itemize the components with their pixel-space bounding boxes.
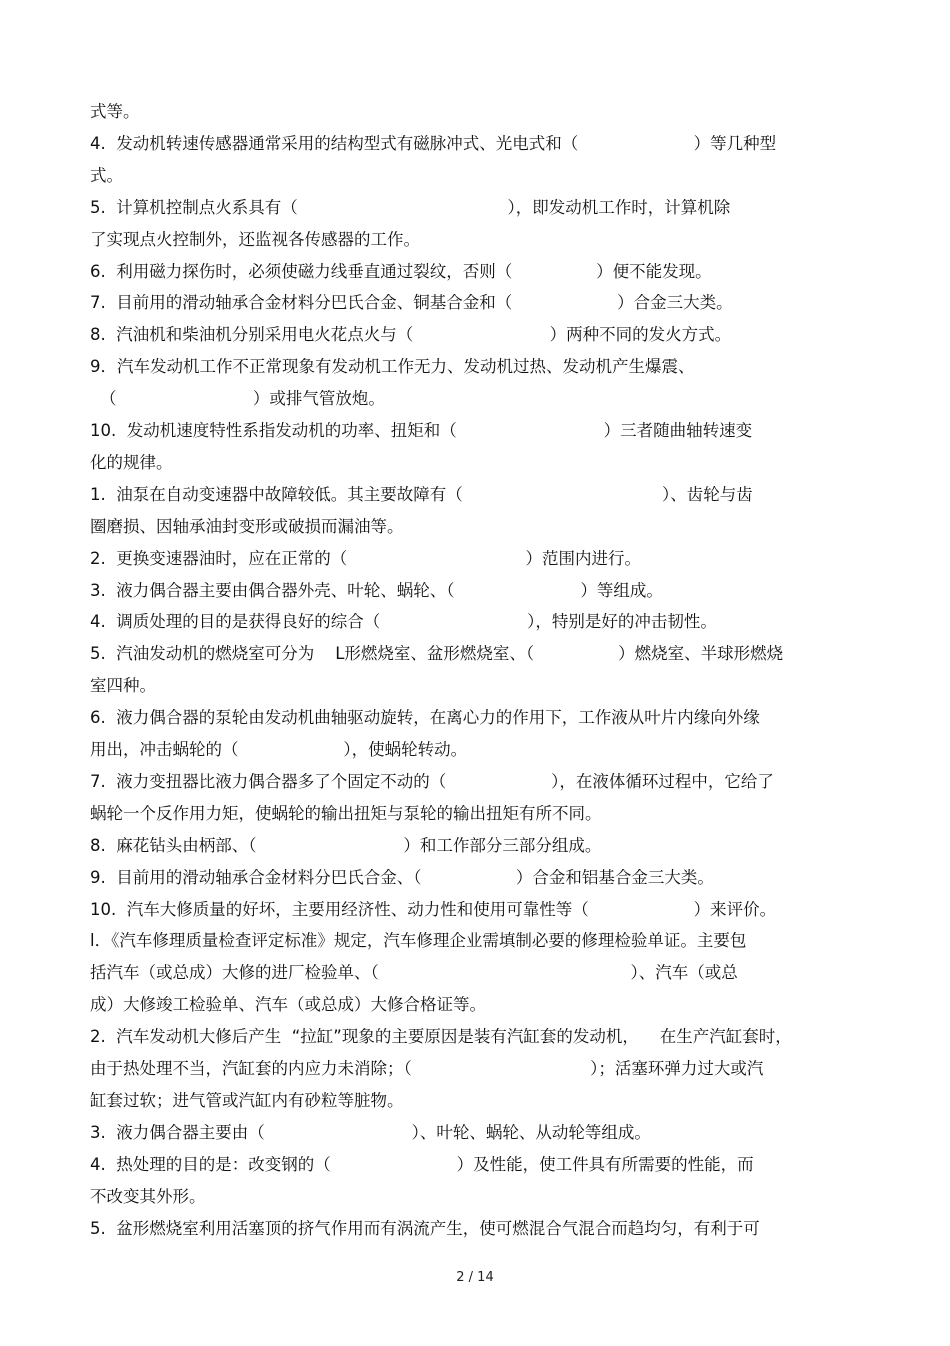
text-line: 7. 目前用的滑动轴承合金材料分巴氏合金、铜基合金和（ ）合金三大类。: [90, 293, 733, 313]
text-line: 2. 汽车发动机大修后产生 “拉缸”现象的主要原因是装有汽缸套的发动机， 在生产汽缸套时，: [90, 1027, 792, 1047]
text-line: 1. 油泵在自动变速器中故障较低。其主要故障有（ ）、齿轮与齿: [90, 484, 753, 504]
text-line: 不改变其外形。: [90, 1186, 206, 1206]
text-line: 由于热处理不当，汽缸套的内应力未消除；（ ）；活塞环弹力过大或汽: [90, 1059, 764, 1078]
text-line: 9．汽车发动机工作不正常现象有发动机工作无力、发动机过热、发动机产生爆震、: [90, 357, 695, 377]
text-line: 3. 液力偶合器主要由（ ）、叶轮、蜗轮、从动轮等组成。: [90, 1122, 651, 1142]
text-line: 4. 发动机转速传感器通常采用的结构型式有磁脉冲式、光电式和（ ）等几种型: [90, 133, 777, 153]
text-line: 式。: [90, 165, 123, 185]
text-line: 蜗轮一个反作用力矩，使蜗轮的输出扭矩与泵轮的输出扭矩有所不同。: [90, 803, 602, 823]
text-line: 9. 目前用的滑动轴承合金材料分巴氏合金、（ ）合金和铝基合金三大类。: [90, 867, 714, 887]
text-line: 5. 汽油发动机的燃烧室可分为 L形燃烧室、盆形燃烧室、（ ）燃烧室、半球形燃烧: [90, 644, 784, 664]
text-line: 10. 汽车大修质量的好坏，主要用经济性、动力性和使用可靠性等（ ）来评价。: [90, 899, 777, 919]
text-line: 圈磨损、因轴承油封变形或破损而漏油等。: [90, 516, 404, 536]
text-line: 4. 热处理的目的是：改变钢的（ ）及性能，使工件具有所需要的性能，而: [90, 1154, 754, 1174]
text-line: 化的规律。: [90, 452, 173, 472]
text-line: 缸套过软；进气管或汽缸内有砂粒等脏物。: [90, 1090, 404, 1110]
text-line: 3. 液力偶合器主要由偶合器外壳、叶轮、蜗轮、（ ）等组成。: [90, 580, 663, 600]
page-number: 2 / 14: [456, 1270, 494, 1285]
text-line: 式等。: [90, 102, 140, 121]
text-line: 8. 汽油机和柴油机分别采用电火花点火与（ ）两种不同的发火方式。: [90, 325, 732, 345]
text-line: 了实现点火控制外，还监视各传感器的工作。: [90, 229, 420, 249]
text-line: 用出，冲击蜗轮的（ ），使蜗轮转动。: [90, 740, 468, 759]
text-line: 5. 计算机控制点火系具有（ ），即发动机工作时，计算机除: [90, 197, 731, 217]
text-line: l．《汽车修理质量检查评定标准》规定，汽车修理企业需填制必要的修理检验单证。主要包: [90, 931, 747, 951]
text-line: 室四种。: [90, 676, 156, 696]
text-line: 6. 利用磁力探伤时，必须使磁力线垂直通过裂纹，否则（ ）便不能发现。: [90, 261, 712, 281]
text-line: 括汽车（或总成）大修的进厂检验单、（ ）、汽车（或总: [90, 963, 738, 983]
text-line: （ ）或排气管放炮。: [100, 389, 385, 409]
text-line: 5. 盆形燃烧室利用活塞顶的挤气作用而有涡流产生，使可燃混合气混合而趋均匀，有利于可: [90, 1218, 760, 1238]
text-line: 7. 液力变扭器比液力偶合器多了个固定不动的（ ），在液体循环过程中，它给了: [90, 771, 774, 791]
text-line: 10. 发动机速度特性系指发动机的功率、扭矩和（ ）三者随曲轴转速变: [90, 421, 753, 440]
text-line: 2. 更换变速器油时，应在正常的（ ）范围内进行。: [90, 548, 642, 568]
text-line: 6. 液力偶合器的泵轮由发动机曲轴驱动旋转，在离心力的作用下，工作液从叶片内缘向外缘: [90, 708, 760, 728]
text-line: 4. 调质处理的目的是获得良好的综合（ ），特别是好的冲击韧性。: [90, 612, 717, 632]
text-line: 成）大修竣工检验单、汽车（或总成）大修合格证等。: [90, 995, 486, 1015]
text-line: 8. 麻花钻头由柄部、（ ）和工作部分三部分组成。: [90, 835, 602, 855]
